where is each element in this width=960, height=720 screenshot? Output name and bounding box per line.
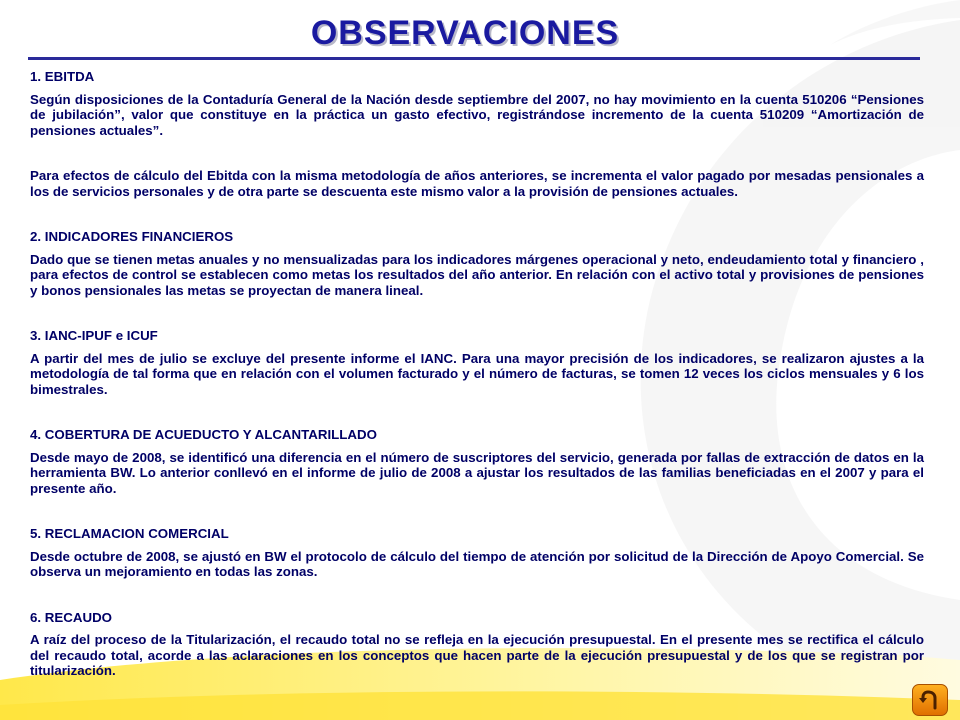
section-cobertura bbox=[30, 427, 924, 496]
section-heading: 4. COBERTURA DE ACUEDUCTO Y ALCANTARILLADO bbox=[30, 427, 377, 442]
section-paragraph: Desde octubre de 2008, se ajustó en BW el protocolo de cálculo del tiempo de atención por solicitud de la Dirección de Apoyo Comercial. Se observa un mejoramiento en todas las zonas. bbox=[30, 548, 924, 579]
section-ianc-ipuf-icuf bbox=[30, 328, 924, 397]
section-paragraph: Desde mayo de 2008, se identificó una diferencia en el número de suscriptores del servicio, generada por fallas de extracción de datos en la herramienta BW. Lo anterior conllevó en el informe de julio de 2008 a ajustar los resultados de las familias beneficiadas en el 2007 y para el presente año. bbox=[30, 449, 924, 496]
section-paragraph: Según disposiciones de la Contaduría General de la Nación desde septiembre del 2007, no hay movimiento en la cuenta 510206 “Pensiones de jubilación”, valor que constituye en la práctica un gasto efectivo, registrándose incremento de la cuenta 510209 “Amortización de pensiones actuales”. bbox=[30, 91, 924, 138]
section-indicadores-financieros bbox=[30, 229, 924, 298]
page-title: OBSERVACIONES bbox=[310, 14, 620, 52]
observations-content bbox=[30, 69, 924, 679]
section-paragraph: A raíz del proceso de la Titularización, el recaudo total no se refleja en la ejecución presupuestal. En el presente mes se rectifica el cálculo del recaudo total, acorde a las aclaraciones en los conceptos que hacen parte de la ejecución presupuestal y de los que se registran por titularización. bbox=[30, 632, 924, 678]
section-paragraph: Dado que se tienen metas anuales y no mensualizadas para los indicadores márgenes operacional y neto, endeudamiento total y financiero , para efectos de control se establecen como metas los resultados del año anterior. En relación con el activo total y provisiones de pensiones y bonos pensionales las metas se proyectan de manera lineal. bbox=[30, 251, 924, 298]
section-heading: 2. INDICADORES FINANCIEROS bbox=[30, 229, 234, 244]
section-paragraph: A partir del mes de julio se excluye del presente informe el IANC. Para una mayor precisión de los indicadores, se realizaron ajustes a la metodología de tal forma que en relación con el volumen facturado y el número de facturas, se tomen 12 veces los ciclos mensuales y 6 los bimestrales. bbox=[30, 350, 924, 397]
section-ebitda bbox=[30, 69, 924, 199]
section-heading: 5. RECLAMACION COMERCIAL bbox=[30, 526, 229, 541]
section-heading: 1. EBITDA bbox=[30, 69, 95, 84]
section-heading: 3. IANC-IPUF e ICUF bbox=[30, 328, 158, 343]
section-heading: 6. RECAUDO bbox=[30, 609, 113, 625]
title-underline bbox=[28, 57, 920, 60]
section-recaudo bbox=[30, 610, 924, 679]
return-button[interactable] bbox=[912, 684, 948, 716]
return-arrow-icon bbox=[919, 690, 941, 710]
section-reclamacion-comercial bbox=[30, 526, 924, 580]
section-paragraph: Para efectos de cálculo del Ebitda con la misma metodología de años anteriores, se incrementa el valor pagado por mesadas pensionales a los de servicios personales y de otra parte se descuenta este mismo valor a la provisión de pensiones actuales. bbox=[30, 168, 924, 199]
